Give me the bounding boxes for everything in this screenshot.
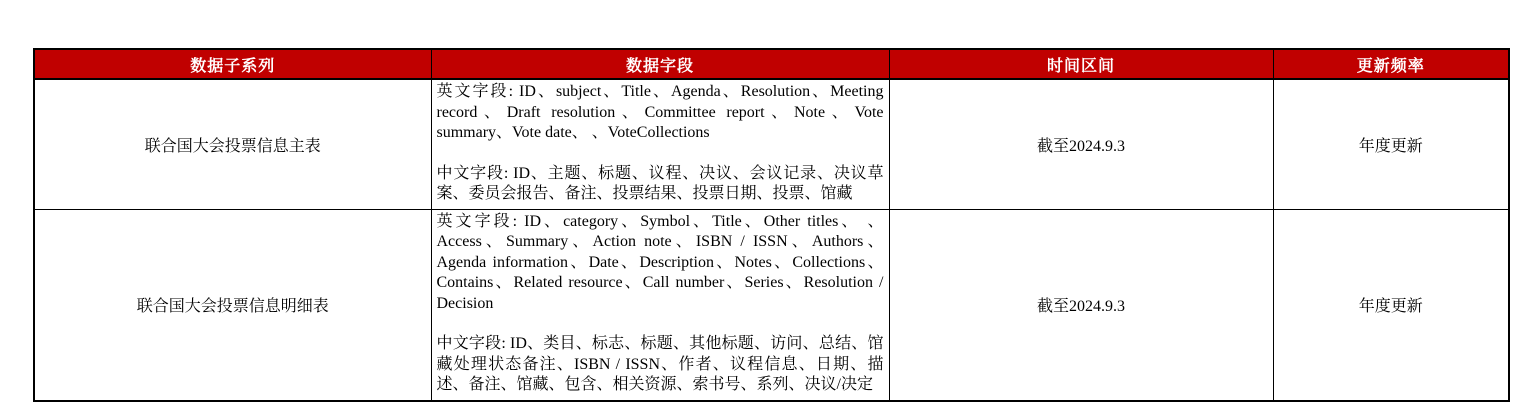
column-header-series: 数据子系列 [34,49,431,79]
time-range-cell: 截至2024.9.3 [889,79,1273,209]
fields-english: 英文字段: ID、category、Symbol、Title、Other titles、 、Access、Summary、Action note、ISBN / ISSN、Authors、Agenda information、Date、Description、Notes、Collections、Contains、Related resource、Call number、Series、Resolution / Decision [436,212,884,312]
fields-chinese: 中文字段: ID、类目、标志、标题、其他标题、访问、总结、馆藏处理状态备注、ISBN / ISSN、作者、议程信息、日期、描述、备注、馆藏、包含、相关资源、索书号、系列、决议/决定 [436,335,884,393]
fields-chinese: 中文字段: ID、主题、标题、议程、决议、会议记录、决议草案、委员会报告、备注、投票结果、投票日期、投票、馆藏 [436,164,884,202]
update-frequency-cell: 年度更新 [1273,209,1509,401]
fields-cell [431,79,889,209]
column-header-time-range: 时间区间 [889,49,1273,79]
table-header-row [34,49,1509,79]
dataset-table-container [33,48,1508,402]
table-row [34,79,1509,209]
dataset-table [33,48,1510,402]
series-cell: 联合国大会投票信息明细表 [34,209,431,401]
series-cell: 联合国大会投票信息主表 [34,79,431,209]
fields-cell [431,209,889,401]
table-row [34,209,1509,401]
time-range-cell: 截至2024.9.3 [889,209,1273,401]
column-header-update-frequency: 更新频率 [1273,49,1509,79]
update-frequency-cell: 年度更新 [1273,79,1509,209]
fields-english: 英文字段: ID、subject、Title、Agenda、Resolution、Meeting record、Draft resolution、Committee report、Note、Vote summary、Vote date、 、VoteCollections [436,83,884,141]
column-header-fields: 数据字段 [431,49,889,79]
